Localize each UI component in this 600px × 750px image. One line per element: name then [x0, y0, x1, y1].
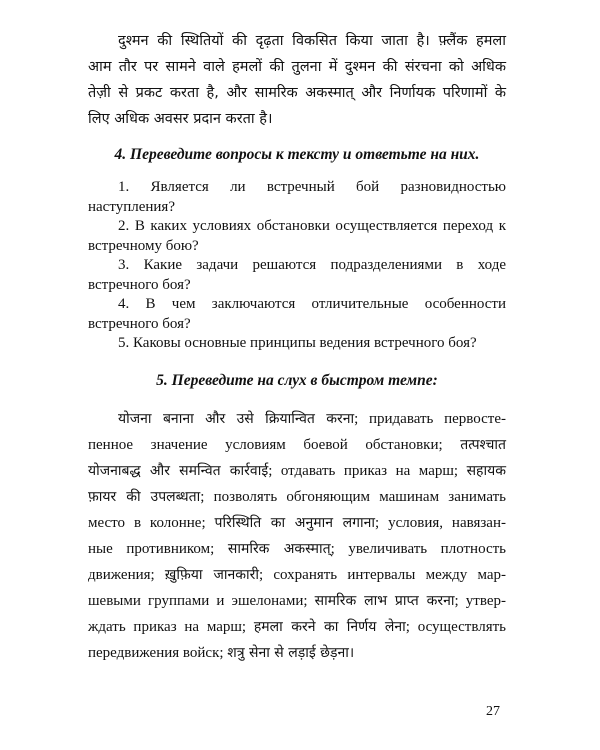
intro-line: आम तौर पर सामने वाले हमलों की तुलना में दुश्मन की संरचना को अधिक: [88, 59, 506, 75]
hindi-term: सामरिक लाभ प्राप्त करना: [314, 592, 455, 609]
russian-term: ; осуществлять: [405, 618, 507, 635]
russian-term: ; придавать первосте-: [354, 410, 507, 427]
hindi-term: सामरिक अकस्मात्: [227, 540, 331, 557]
question-item: 5. Каковы основные принципы ведения встречного боя?: [118, 335, 477, 351]
page-number: 27: [486, 704, 500, 719]
russian-term: ; отдавать приказ на марш;: [268, 462, 467, 479]
intro-line: लिए अधिक अवसर प्रदान करता है।: [88, 111, 273, 127]
section-5-heading: 5. Переведите на слух в быстром темпе:: [156, 371, 438, 389]
intro-line: दुश्मन की स्थितियों की दृढ़ता विकसित किया जाता है। फ़्लैंक हमला: [118, 33, 506, 49]
russian-term: движения;: [88, 566, 165, 583]
vocabulary-line: [88, 588, 506, 614]
vocabulary-paragraph: [88, 406, 506, 666]
hindi-term: तत्पश्चात: [460, 436, 506, 453]
section-4-heading: 4. Переведите вопросы к тексту и ответьте на них.: [114, 146, 480, 163]
vocabulary-line: [88, 562, 506, 588]
hindi-term: सहायक: [466, 462, 506, 479]
russian-term: пенное значение условиям боевой обстановки;: [88, 436, 461, 453]
russian-term: передвижения войск;: [88, 644, 228, 661]
hindi-term: हमला करने का निर्णय लेना: [253, 618, 406, 635]
russian-term: ; утвер-: [454, 592, 506, 609]
question-item: 4. В чем заключаются отличительные особенности встречного боя?: [88, 296, 506, 332]
vocabulary-line: [88, 510, 506, 536]
vocabulary-line: [88, 640, 506, 666]
vocabulary-line: [88, 458, 506, 484]
russian-term: ; увеличивать плотность: [330, 540, 507, 557]
russian-term: ; сохранять интервалы между мар-: [258, 566, 506, 583]
question-list: [88, 178, 506, 354]
hindi-term: योजनाबद्ध और समन्वित कार्रवाई: [88, 462, 269, 479]
russian-term: место в колонне;: [88, 514, 215, 531]
russian-term: шевыми группами и эшелонами;: [88, 592, 315, 609]
intro-paragraph: [88, 28, 506, 132]
vocabulary-line: [88, 406, 506, 432]
vocabulary-line: [88, 536, 506, 562]
russian-term: ные противником;: [88, 540, 228, 557]
hindi-term: योजना बनाना और उसे क्रियान्वित करना: [118, 410, 355, 427]
intro-line: तेज़ी से प्रकट करता है, और सामरिक अकस्मात् और निर्णायक परिणामों के: [88, 85, 506, 101]
question-item: 2. В каких условиях обстановки осуществляется переход к встречному бою?: [88, 218, 506, 254]
russian-term: ; позволять обгоняющим машинам занимать: [200, 488, 506, 505]
page-content: [88, 28, 506, 666]
question-item: 1. Является ли встречный бой разновидностью наступления?: [88, 179, 506, 215]
question-item: 3. Какие задачи решаются подразделениями в ходе встречного боя?: [88, 257, 506, 293]
hindi-term: शत्रु सेना से लड़ाई छेड़ना।: [227, 644, 355, 661]
hindi-term: परिस्थिति का अनुमान लगाना: [214, 514, 376, 531]
hindi-term: ख़ुफ़िया जानकारी: [164, 566, 259, 583]
vocabulary-line: [88, 614, 506, 640]
russian-term: ждать приказ на марш;: [88, 618, 254, 635]
vocabulary-line: [88, 484, 506, 510]
russian-term: ; условия, навязан-: [375, 514, 506, 531]
vocabulary-line: [88, 432, 506, 458]
hindi-term: फ़ायर की उपलब्धता: [88, 488, 201, 505]
